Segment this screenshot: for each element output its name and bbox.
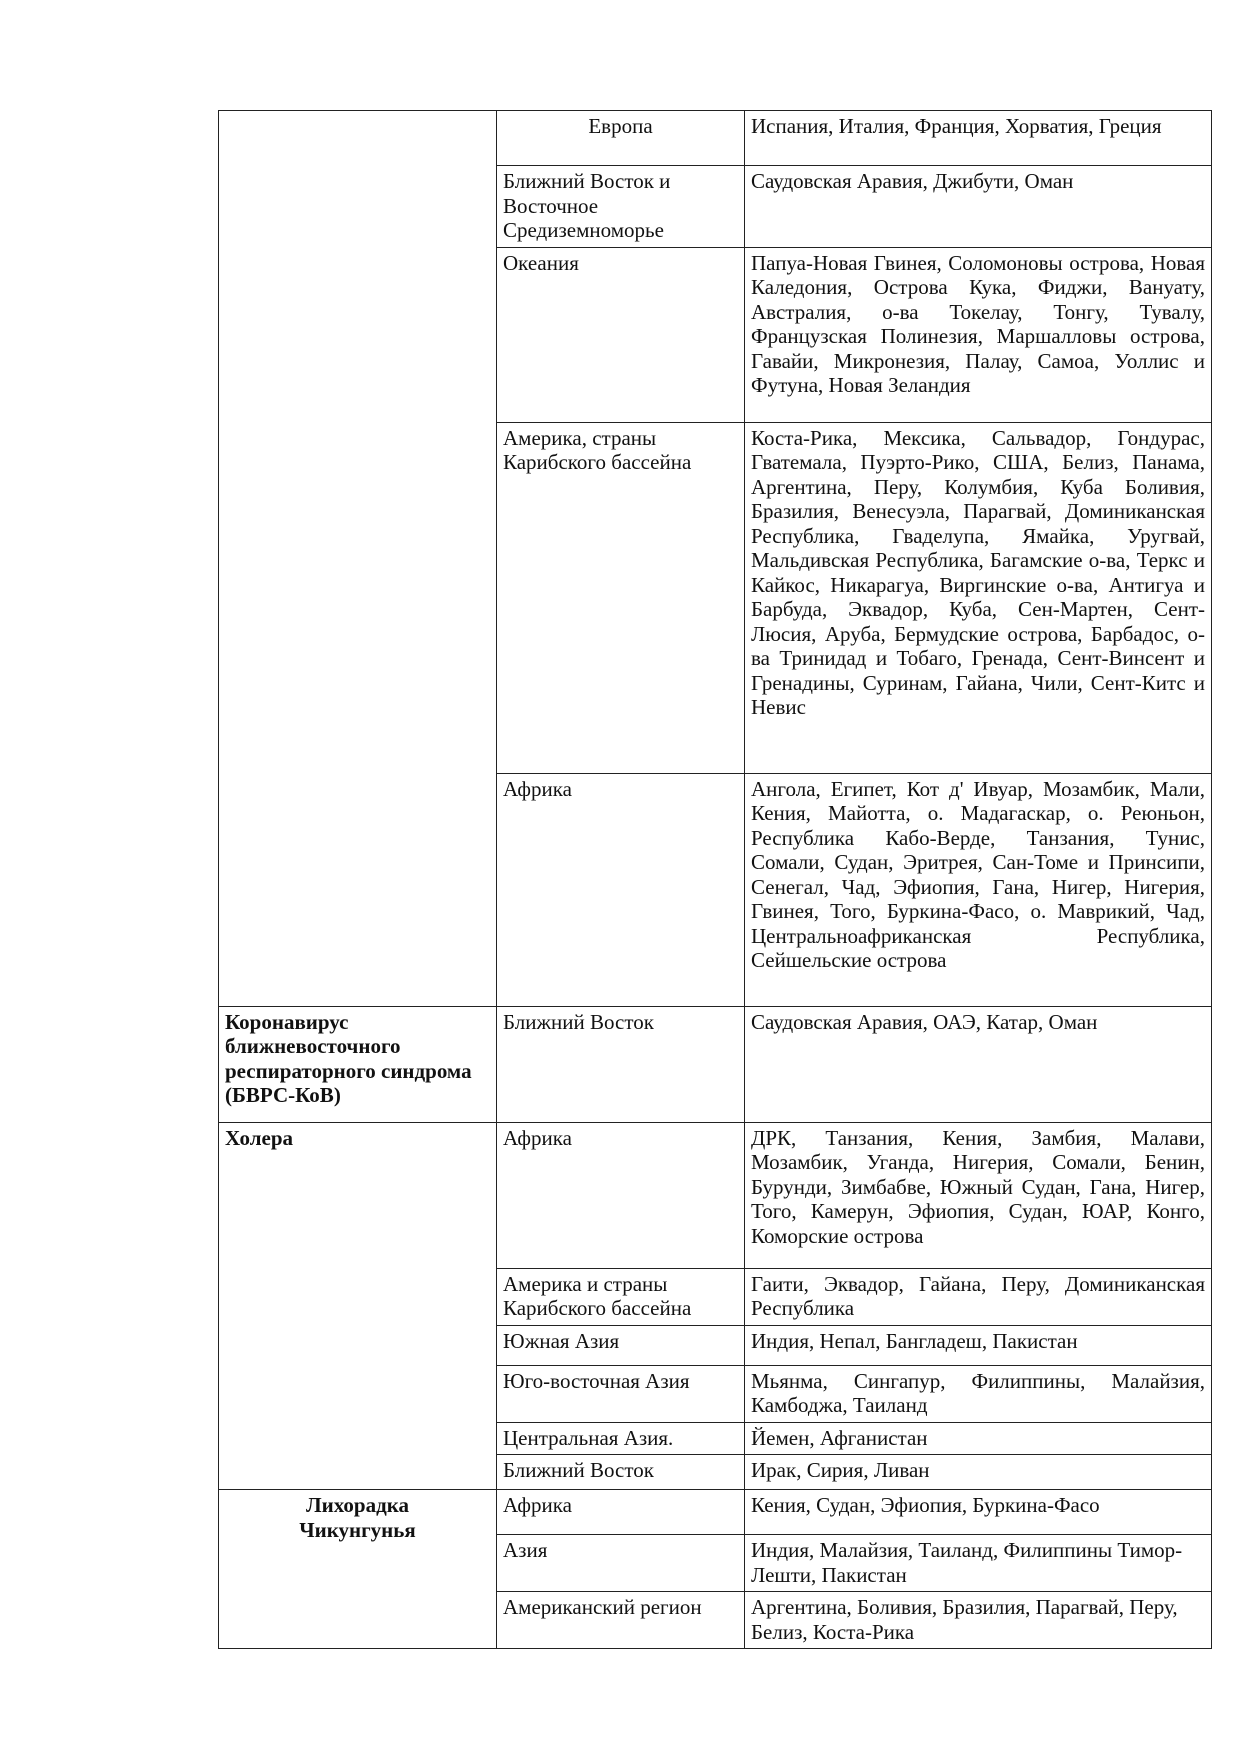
region-cell: Африка (497, 773, 745, 1006)
table-row (219, 1006, 1212, 1122)
region-cell: Центральная Азия. (497, 1422, 745, 1455)
countries-cell: Саудовская Аравия, Джибути, Оман (745, 166, 1212, 248)
countries-cell: Йемен, Афганистан (745, 1422, 1212, 1455)
countries-cell: Папуа-Новая Гвинея, Соломоновы острова, Новая Каледония, Острова Кука, Фиджи, Вануату, Австралия, о-ва Токелау, Тонгу, Тувалу, Французская Полинезия, Маршалловы острова, Гавайи, Микронезия, Палау, Самоа, Уоллис и Футуна, Новая Зеландия (745, 247, 1212, 422)
disease-cell (219, 111, 497, 1007)
disease-cell: Лихорадка Чикунгунья (219, 1490, 497, 1649)
disease-region-table (218, 110, 1212, 1649)
region-cell: Океания (497, 247, 745, 422)
countries-cell: Гаити, Эквадор, Гайана, Перу, Доминиканская Республика (745, 1268, 1212, 1325)
countries-cell: Ирак, Сирия, Ливан (745, 1455, 1212, 1490)
table-row (219, 1490, 1212, 1535)
disease-cell: Холера (219, 1122, 497, 1490)
countries-cell: Ангола, Египет, Кот д' Ивуар, Мозамбик, Мали, Кения, Майотта, о. Мадагаскар, о. Реюньон, Республика Кабо-Верде, Танзания, Тунис, Сомали, Судан, Эритрея, Сан-Томе и Принсипи, Сенегал, Чад, Эфиопия, Гана, Нигер, Нигерия, Гвинея, Того, Буркина-Фасо, о. Маврикий, Чад, Центральноафриканская Республика, Сейшельские острова (745, 773, 1212, 1006)
region-cell: Американский регион (497, 1592, 745, 1649)
region-cell: Африка (497, 1122, 745, 1268)
table-row (219, 1122, 1212, 1268)
disease-cell: Коронавирус ближневосточного респираторного синдрома (БВРС-КоВ) (219, 1006, 497, 1122)
countries-cell: Саудовская Аравия, ОАЭ, Катар, Оман (745, 1006, 1212, 1122)
countries-cell: Мьянма, Сингапур, Филиппины, Малайзия, Камбоджа, Таиланд (745, 1365, 1212, 1422)
countries-cell: ДРК, Танзания, Кения, Замбия, Малави, Мозамбик, Уганда, Нигерия, Сомали, Бенин, Бурунди, Зимбабве, Южный Судан, Гана, Нигер, Того, Камерун, Эфиопия, Судан, ЮАР, Конго, Коморские острова (745, 1122, 1212, 1268)
countries-cell: Индия, Малайзия, Таиланд, Филиппины Тимор-Лешти, Пакистан (745, 1535, 1212, 1592)
region-cell: Европа (497, 111, 745, 166)
region-cell: Ближний Восток и Восточное Средиземноморье (497, 166, 745, 248)
countries-cell: Кения, Судан, Эфиопия, Буркина-Фасо (745, 1490, 1212, 1535)
region-cell: Юго-восточная Азия (497, 1365, 745, 1422)
region-cell: Америка, страны Карибского бассейна (497, 422, 745, 773)
region-cell: Африка (497, 1490, 745, 1535)
table-row (219, 111, 1212, 166)
region-cell: Ближний Восток (497, 1006, 745, 1122)
countries-cell: Коста-Рика, Мексика, Сальвадор, Гондурас, Гватемала, Пуэрто-Рико, США, Белиз, Панама, Аргентина, Перу, Колумбия, Куба Боливия, Бразилия, Венесуэла, Парагвай, Доминиканская Республика, Гваделупа, Ямайка, Уругвай, Мальдивская Республика, Багамские о-ва, Теркс и Кайкос, Никарагуа, Виргинские о-ва, Антигуа и Барбуда, Эквадор, Куба, Сен-Мартен, Сент-Люсия, Аруба, Бермудские острова, Барбадос, о-ва Тринидад и Тобаго, Гренада, Сент-Винсент и Гренадины, Суринам, Гайана, Чили, Сент-Китс и Невис (745, 422, 1212, 773)
region-cell: Ближний Восток (497, 1455, 745, 1490)
countries-cell: Аргентина, Боливия, Бразилия, Парагвай, Перу, Белиз, Коста-Рика (745, 1592, 1212, 1649)
region-cell: Америка и страны Карибского бассейна (497, 1268, 745, 1325)
region-cell: Южная Азия (497, 1325, 745, 1365)
countries-cell: Испания, Италия, Франция, Хорватия, Греция (745, 111, 1212, 166)
region-cell: Азия (497, 1535, 745, 1592)
countries-cell: Индия, Непал, Бангладеш, Пакистан (745, 1325, 1212, 1365)
